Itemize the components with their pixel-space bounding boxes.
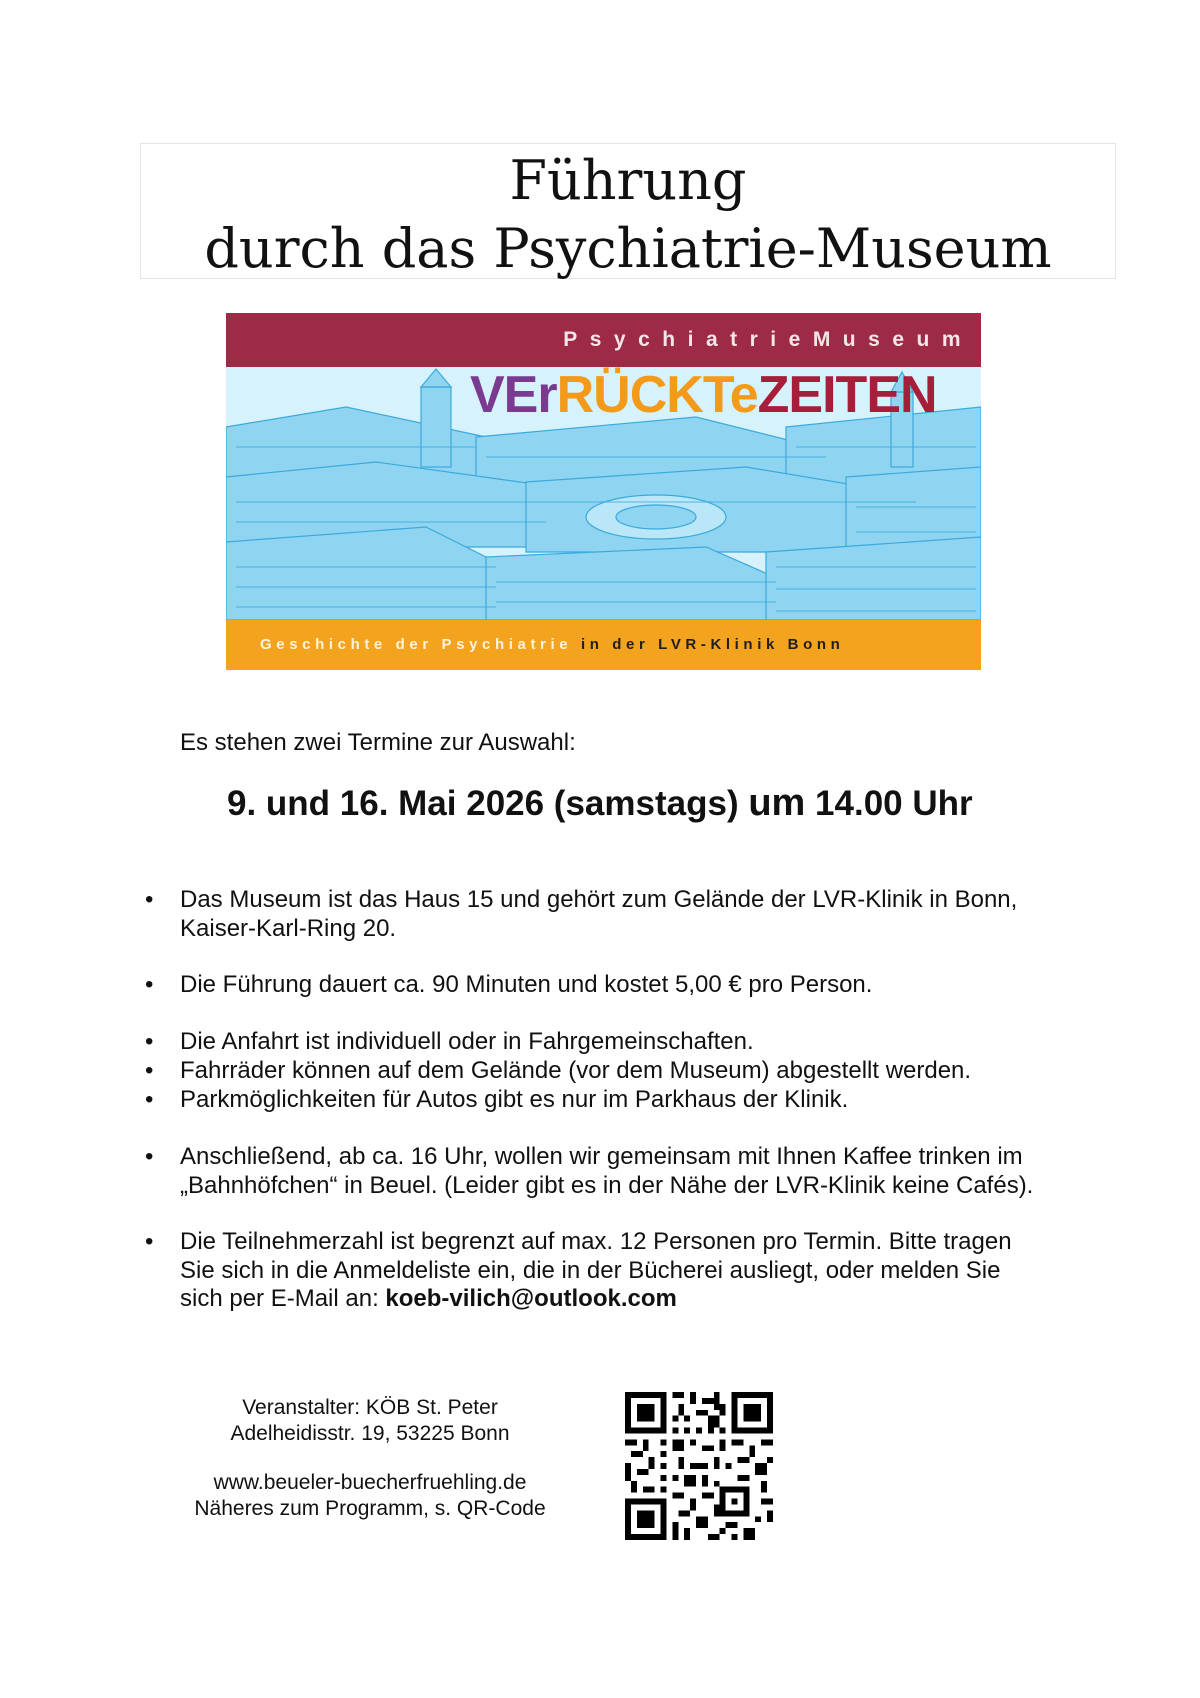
email-address[interactable]: koeb-vilich@outlook.com — [385, 1285, 677, 1312]
organizer-address: Adelheidisstr. 19, 53225 Bonn — [230, 1422, 510, 1445]
list-item-line: Fahrräder können auf dem Gelände (vor dem Museum) abgestellt werden. — [180, 1057, 972, 1084]
museum-banner — [226, 313, 981, 670]
bullet-dot: • — [145, 1086, 154, 1113]
website-link[interactable]: www.beueler-buecherfruehling.de — [213, 1471, 527, 1494]
bullet-dot: • — [145, 1228, 154, 1255]
banner-bottom-part2: in der LVR-Klinik Bonn — [580, 636, 845, 653]
bullet-dot: • — [145, 1028, 154, 1055]
bullet-dot: • — [145, 1057, 154, 1084]
list-item — [180, 1228, 1012, 1314]
banner-top-text: PsychiatrieMuseum — [226, 313, 981, 367]
list-item-line: Kaiser-Karl-Ring 20. — [180, 914, 397, 942]
program-note: Näheres zum Programm, s. QR-Code — [194, 1497, 546, 1520]
banner-bottom-text — [226, 620, 981, 670]
list-item-line: Sie sich in die Anmeldeliste ein, die in der Bücherei ausliegt, oder melden Sie — [180, 1256, 1001, 1284]
list-item-line: Anschließend, ab ca. 16 Uhr, wollen wir gemeinsam mit Ihnen Kaffee trinken im — [180, 1143, 1023, 1170]
list-item — [180, 886, 1017, 943]
dates-um: um — [748, 782, 806, 824]
logo-ver: VEr — [470, 366, 557, 424]
list-item — [180, 1028, 754, 1057]
logo-ruckte: RÜCKTe — [556, 366, 758, 424]
title-box — [140, 143, 1116, 279]
list-item — [180, 1057, 971, 1086]
banner-logo — [470, 365, 937, 425]
bullet-dot: • — [145, 886, 154, 913]
list-item-line: Die Anfahrt ist individuell oder in Fahrgemeinschaften. — [180, 1028, 754, 1055]
email-prefix: sich per E-Mail an: — [180, 1285, 386, 1312]
event-dates — [227, 782, 973, 825]
bullet-dot: • — [145, 971, 154, 998]
list-item — [180, 971, 872, 1000]
list-item — [180, 1086, 848, 1115]
intro-text: Es stehen zwei Termine zur Auswahl: — [180, 729, 576, 756]
banner-bottom-part1: Geschichte der Psychiatrie — [260, 636, 581, 653]
list-item-line — [180, 1285, 1012, 1314]
page-subtitle: durch das Psychiatrie-Museum — [204, 217, 1052, 280]
dates-main: 9. und 16. Mai 2026 (samstags) — [227, 784, 749, 823]
list-item — [180, 1143, 1033, 1200]
footer — [160, 1395, 580, 1522]
list-item-line: Das Museum ist das Haus 15 und gehört zum Gelände der LVR-Klinik in Bonn, — [180, 886, 1018, 913]
logo-zeiten: ZEITEN — [757, 366, 937, 424]
bullet-dot: • — [145, 1143, 154, 1170]
dates-time: 14.00 Uhr — [805, 784, 973, 823]
list-item-line: „Bahnhöfchen“ in Beuel. (Leider gibt es in der Nähe der LVR-Klinik keine Cafés). — [180, 1171, 1034, 1199]
organizer: Veranstalter: KÖB St. Peter — [242, 1396, 498, 1419]
list-item-line: Die Teilnehmerzahl ist begrenzt auf max. 12 Personen pro Termin. Bitte tragen — [180, 1228, 1012, 1255]
list-item-line: Parkmöglichkeiten für Autos gibt es nur im Parkhaus der Klinik. — [180, 1086, 849, 1113]
list-item-line: Die Führung dauert ca. 90 Minuten und kostet 5,00 € pro Person. — [180, 971, 873, 998]
qr-code-icon[interactable] — [625, 1392, 773, 1540]
page-title: Führung — [509, 149, 747, 212]
